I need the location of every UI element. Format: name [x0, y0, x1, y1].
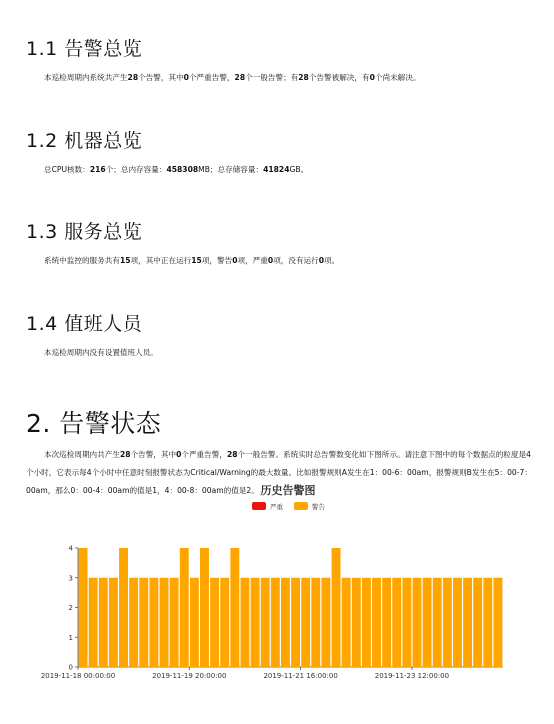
bar-warning[interactable] — [372, 578, 381, 667]
machine-overview-text: 总CPU核数：216个；总内存容量：458308MB；总存储容量：41824GB。 — [44, 165, 309, 174]
bar-warning[interactable] — [200, 548, 209, 667]
bar-warning[interactable] — [210, 578, 219, 667]
bar-warning[interactable] — [109, 578, 118, 667]
bar-warning[interactable] — [362, 578, 371, 667]
y-tick-label: 2 — [68, 604, 73, 612]
bar-warning[interactable] — [220, 578, 229, 667]
bar-warning[interactable] — [342, 578, 351, 667]
chart-legend — [252, 502, 326, 511]
chart-title: 历史告警图 — [260, 484, 316, 497]
bar-warning[interactable] — [230, 548, 239, 667]
bar-warning[interactable] — [321, 578, 330, 667]
bar-warning[interactable] — [251, 578, 260, 667]
bar-warning[interactable] — [291, 578, 300, 667]
duty-staff-text: 本巡检周期内没有设置值班人员。 — [44, 348, 158, 357]
section-2-heading: 2. 告警状态 — [26, 409, 162, 438]
y-tick-label: 3 — [68, 574, 73, 583]
bar-warning[interactable] — [160, 578, 169, 667]
legend-label-warning: 警告 — [312, 503, 325, 511]
bar-warning[interactable] — [271, 578, 280, 667]
bar-warning[interactable] — [129, 578, 138, 667]
bar-warning[interactable] — [180, 548, 189, 667]
bar-warning[interactable] — [79, 548, 88, 667]
alert-overview-text: 本巡检周期内系统共产生28个告警，其中0个严重告警，28个一般告警；有28个告警被解决，有0个尚未解决。 — [44, 73, 421, 82]
bar-warning[interactable] — [139, 578, 148, 667]
bar-warning[interactable] — [413, 578, 422, 667]
section-1-4-heading: 1.4 值班人员 — [26, 313, 143, 335]
bar-warning[interactable] — [332, 548, 341, 667]
x-tick-label: 2019-11-23 12:00:00 — [374, 672, 450, 680]
legend-label-critical: 严重 — [270, 503, 283, 511]
x-tick-label: 2019-11-21 16:00:00 — [263, 672, 338, 680]
bar-warning[interactable] — [190, 578, 199, 667]
y-tick-label: 1 — [68, 633, 73, 642]
y-tick-label: 0 — [68, 663, 73, 672]
chart-bars — [79, 548, 503, 667]
bar-warning[interactable] — [433, 578, 442, 667]
y-tick-label: 4 — [68, 544, 73, 553]
alert-status-text: 本次巡检周期内共产生28个告警，其中0个严重告警，28个一般告警。系统实时总告警数变化如下图所示。请注意下图中的每个数据点的粒度是4个小时，它表示每4个小时中任意时刻报警状态为Critical/Warning的最大数量。比如报警规则A发生在1：00-6：00am，报警规则B发生在5：00-7：00am，那么0：00-4：00am的值是1，4：00-8：00am的值是2。 — [26, 450, 532, 495]
bar-warning[interactable] — [89, 578, 98, 667]
bar-warning[interactable] — [281, 578, 290, 667]
bar-warning[interactable] — [473, 578, 482, 667]
bar-warning[interactable] — [352, 578, 361, 667]
bar-warning[interactable] — [149, 578, 158, 667]
service-overview-text: 系统中监控的服务共有15项，其中正在运行15项，警告0项，严重0项，没有运行0项。 — [44, 256, 340, 265]
alert-history-chart — [26, 480, 536, 720]
bar-warning[interactable] — [463, 578, 472, 667]
bar-warning[interactable] — [483, 578, 492, 667]
bar-warning[interactable] — [99, 578, 108, 667]
legend-swatch-critical[interactable] — [252, 502, 266, 510]
x-tick-label: 2019-11-18 00:00:00 — [40, 672, 116, 680]
bar-warning[interactable] — [392, 578, 401, 667]
bar-warning[interactable] — [119, 548, 128, 667]
bar-warning[interactable] — [493, 578, 502, 667]
bar-warning[interactable] — [382, 578, 391, 667]
bar-warning[interactable] — [241, 578, 250, 667]
bar-warning[interactable] — [402, 578, 411, 667]
legend-swatch-warning[interactable] — [294, 502, 308, 510]
section-1-2-heading: 1.2 机器总览 — [26, 130, 143, 152]
section-1-1-heading: 1.1 告警总览 — [26, 38, 143, 60]
bar-warning[interactable] — [170, 578, 179, 667]
bar-warning[interactable] — [311, 578, 320, 667]
x-tick-label: 2019-11-19 20:00:00 — [152, 672, 227, 680]
bar-warning[interactable] — [453, 578, 462, 667]
bar-warning[interactable] — [261, 578, 270, 667]
bar-warning[interactable] — [423, 578, 432, 667]
section-1-3-heading: 1.3 服务总览 — [26, 221, 143, 243]
bar-warning[interactable] — [301, 578, 310, 667]
bar-warning[interactable] — [443, 578, 452, 667]
